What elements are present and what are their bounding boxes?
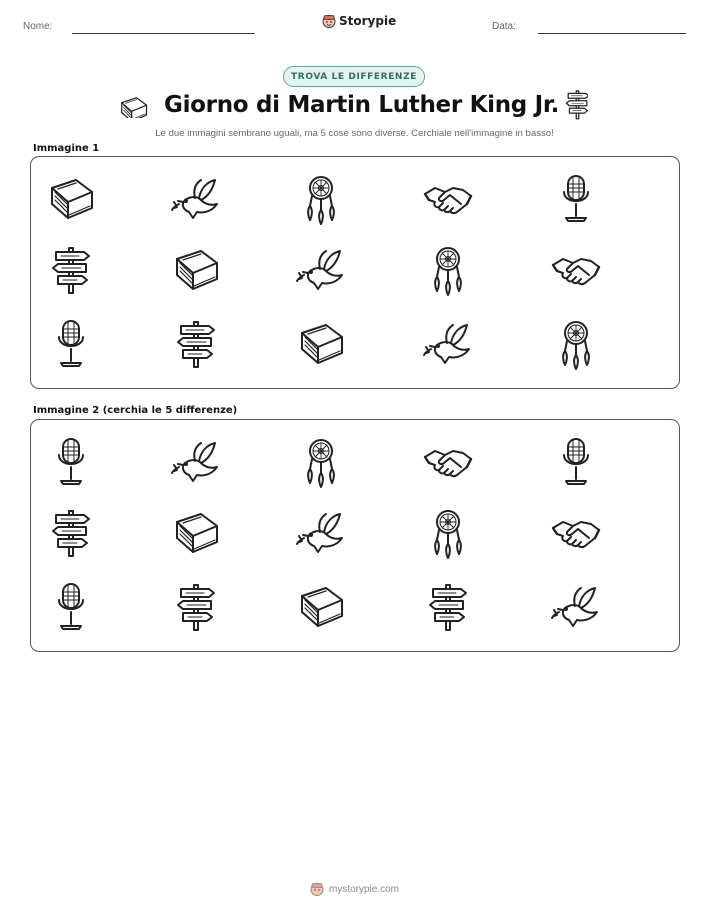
book-icon xyxy=(171,245,221,295)
name-label: Nome: xyxy=(23,21,53,32)
image2-cell-r2-c3[interactable] xyxy=(293,505,349,561)
image2-cell-r3-c5[interactable] xyxy=(548,579,604,635)
image2-cell-r1-c2[interactable] xyxy=(168,434,224,490)
title-book-icon xyxy=(118,94,150,118)
image2-cell-r1-c4[interactable] xyxy=(420,434,476,490)
image1-label: Immagine 1 xyxy=(33,143,100,154)
image1-cell-r3-c2 xyxy=(168,316,224,372)
name-line[interactable] xyxy=(72,33,255,34)
handshake-icon xyxy=(551,245,601,295)
brand-name: Storypie xyxy=(339,14,397,28)
handshake-icon xyxy=(423,174,473,224)
image2-cell-r2-c1[interactable] xyxy=(43,505,99,561)
dove-icon xyxy=(423,319,473,369)
image2-cell-r1-c3[interactable] xyxy=(293,434,349,490)
image2-cell-r3-c1[interactable] xyxy=(43,579,99,635)
book-icon xyxy=(296,319,346,369)
title-signpost-icon xyxy=(562,89,588,123)
image2-label: Immagine 2 (cerchia le 5 differenze) xyxy=(33,405,238,416)
handshake-icon xyxy=(423,437,473,487)
image1-cell-r2-c4 xyxy=(420,242,476,298)
dreamcatcher-icon xyxy=(423,245,473,295)
image1-cell-r3-c1 xyxy=(43,316,99,372)
image1-cell-r3-c4 xyxy=(420,316,476,372)
image1-cell-r1-c1 xyxy=(43,171,99,227)
signpost-icon xyxy=(171,319,221,369)
signpost-icon xyxy=(46,508,96,558)
image2-panel[interactable] xyxy=(30,419,680,652)
page-title: Giorno di Martin Luther King Jr. xyxy=(164,92,560,118)
image2-cell-r2-c2[interactable] xyxy=(168,505,224,561)
date-label: Data: xyxy=(492,21,516,32)
image1-cell-r2-c5 xyxy=(548,242,604,298)
image1-cell-r1-c2 xyxy=(168,171,224,227)
image2-cell-r1-c1[interactable] xyxy=(43,434,99,490)
microphone-icon xyxy=(551,174,601,224)
image1-cell-r1-c5 xyxy=(548,171,604,227)
book-icon xyxy=(296,582,346,632)
dreamcatcher-icon xyxy=(296,174,346,224)
image2-cell-r1-c5[interactable] xyxy=(548,434,604,490)
signpost-icon xyxy=(423,582,473,632)
image1-cell-r3-c5 xyxy=(548,316,604,372)
footer-url[interactable]: mystorypie.com xyxy=(328,883,399,895)
dove-icon xyxy=(171,174,221,224)
activity-badge: TROVA LE DIFFERENZE xyxy=(283,66,425,87)
dreamcatcher-icon xyxy=(551,319,601,369)
signpost-icon xyxy=(171,582,221,632)
image1-cell-r2-c1 xyxy=(43,242,99,298)
image1-cell-r1-c3 xyxy=(293,171,349,227)
dreamcatcher-icon xyxy=(296,437,346,487)
handshake-icon xyxy=(551,508,601,558)
image1-cell-r2-c3 xyxy=(293,242,349,298)
signpost-icon xyxy=(46,245,96,295)
image2-cell-r3-c3[interactable] xyxy=(293,579,349,635)
microphone-icon xyxy=(46,319,96,369)
image2-cell-r2-c5[interactable] xyxy=(548,505,604,561)
microphone-icon xyxy=(551,437,601,487)
image1-cell-r1-c4 xyxy=(420,171,476,227)
book-icon xyxy=(171,508,221,558)
dreamcatcher-icon xyxy=(423,508,473,558)
microphone-icon xyxy=(46,437,96,487)
microphone-icon xyxy=(46,582,96,632)
image1-cell-r3-c3 xyxy=(293,316,349,372)
image2-cell-r2-c4[interactable] xyxy=(420,505,476,561)
image2-cell-r3-c4[interactable] xyxy=(420,579,476,635)
dove-icon xyxy=(171,437,221,487)
storypie-logo-icon xyxy=(310,882,324,896)
dove-icon xyxy=(551,582,601,632)
storypie-logo-icon xyxy=(322,14,336,28)
brand-logo xyxy=(322,14,396,28)
image1-panel xyxy=(30,156,680,389)
instructions: Le due immagini sembrano uguali, ma 5 cose sono diverse. Cerchiale nell'immagine in basso! xyxy=(155,128,554,139)
dove-icon xyxy=(296,508,346,558)
dove-icon xyxy=(296,245,346,295)
image1-cell-r2-c2 xyxy=(168,242,224,298)
book-icon xyxy=(46,174,96,224)
image2-cell-r3-c2[interactable] xyxy=(168,579,224,635)
date-line[interactable] xyxy=(538,33,686,34)
footer xyxy=(0,882,709,896)
